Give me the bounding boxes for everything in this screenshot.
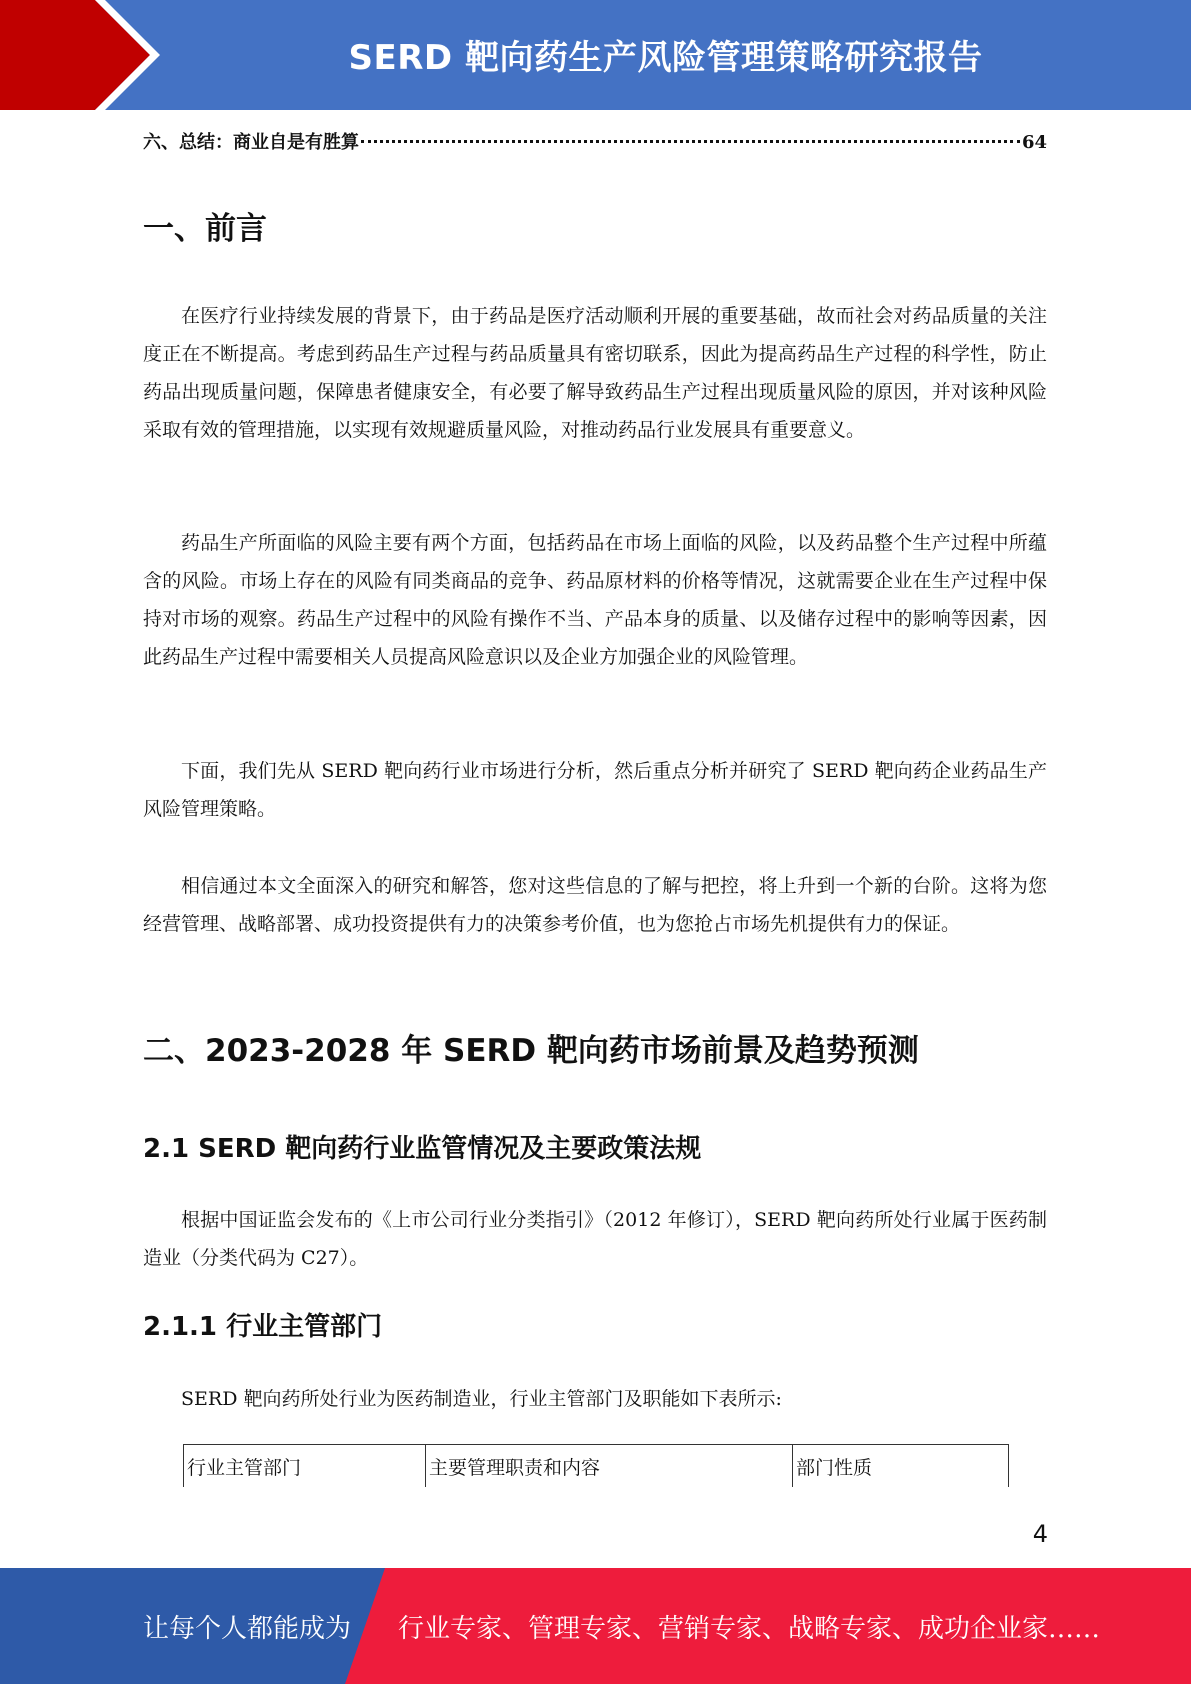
report-title: SERD 靶向药生产风险管理策略研究报告 bbox=[348, 38, 983, 78]
footer-slogan-right: 行业专家、管理专家、营销专家、战略专家、成功企业家…… bbox=[398, 1614, 1101, 1644]
page-footer bbox=[0, 1568, 1191, 1684]
subsection-heading-regulation: 2.1 SERD 靶向药行业监管情况及主要政策法规 bbox=[143, 1134, 702, 1164]
toc-entry-page: 64 bbox=[1021, 132, 1047, 153]
page-number: 4 bbox=[1032, 1520, 1048, 1548]
paragraph-4: 相信通过本文全面深入的研究和解答，您对这些信息的了解与把控，将上升到一个新的台阶。这将为您经营管理、战略部署、成功投资提供有力的决策参考价值，也为您抢占市场先机提供有力的保证。 bbox=[143, 875, 1047, 935]
paragraph-3: 下面，我们先从 SERD 靶向药行业市场进行分析，然后重点分析并研究了 SERD 靶向药企业药品生产风险管理策略。 bbox=[143, 760, 1047, 820]
page-header bbox=[0, 0, 1191, 110]
authority-table bbox=[183, 1444, 1009, 1487]
section-heading-preface: 一、前言 bbox=[143, 211, 267, 247]
footer-slogan-left: 让每个人都能成为 bbox=[143, 1614, 352, 1644]
section-heading-market-forecast: 二、2023-2028 年 SERD 靶向药市场前景及趋势预测 bbox=[143, 1033, 919, 1069]
paragraph-2: 药品生产所面临的风险主要有两个方面，包括药品在市场上面临的风险，以及药品整个生产过程中所蕴含的风险。市场上存在的风险有同类商品的竞争、药品原材料的价格等情况，这就需要企业在生产过程中保持对市场的观察。药品生产过程中的风险有操作不当、产品本身的质量、以及储存过程中的影响等因素，因此药品生产过程中需要相关人员提高风险意识以及企业方加强企业的风险管理。 bbox=[143, 532, 1047, 668]
paragraph-5: 根据中国证监会发布的《上市公司行业分类指引》（2012 年修订），SERD 靶向药所处行业属于医药制造业（分类代码为 C27）。 bbox=[143, 1209, 1047, 1269]
table-header-cell: 部门性质 bbox=[796, 1457, 873, 1479]
toc-entry-label: 六、总结：商业自是有胜算 bbox=[143, 132, 359, 153]
toc-entry[interactable] bbox=[143, 128, 1047, 158]
table-header-cell: 行业主管部门 bbox=[184, 1445, 426, 1487]
paragraph-1: 在医疗行业持续发展的背景下，由于药品是医疗活动顺利开展的重要基础，故而社会对药品质量的关注度正在不断提高。考虑到药品生产过程与药品质量具有密切联系，因此为提高药品生产过程的科学性，防止药品出现质量问题，保障患者健康安全，有必要了解导致药品生产过程出现质量风险的原因，并对该种风险采取有效的管理措施，以实现有效规避质量风险，对推动药品行业发展具有重要意义。 bbox=[143, 305, 1047, 441]
table-header-cell: 主要管理职责和内容 bbox=[426, 1445, 793, 1487]
paragraph-6: SERD 靶向药所处行业为医药制造业，行业主管部门及职能如下表所示: bbox=[181, 1388, 782, 1410]
toc-dot-leader bbox=[361, 140, 1020, 143]
subsection-heading-authority: 2.1.1 行业主管部门 bbox=[143, 1312, 383, 1342]
